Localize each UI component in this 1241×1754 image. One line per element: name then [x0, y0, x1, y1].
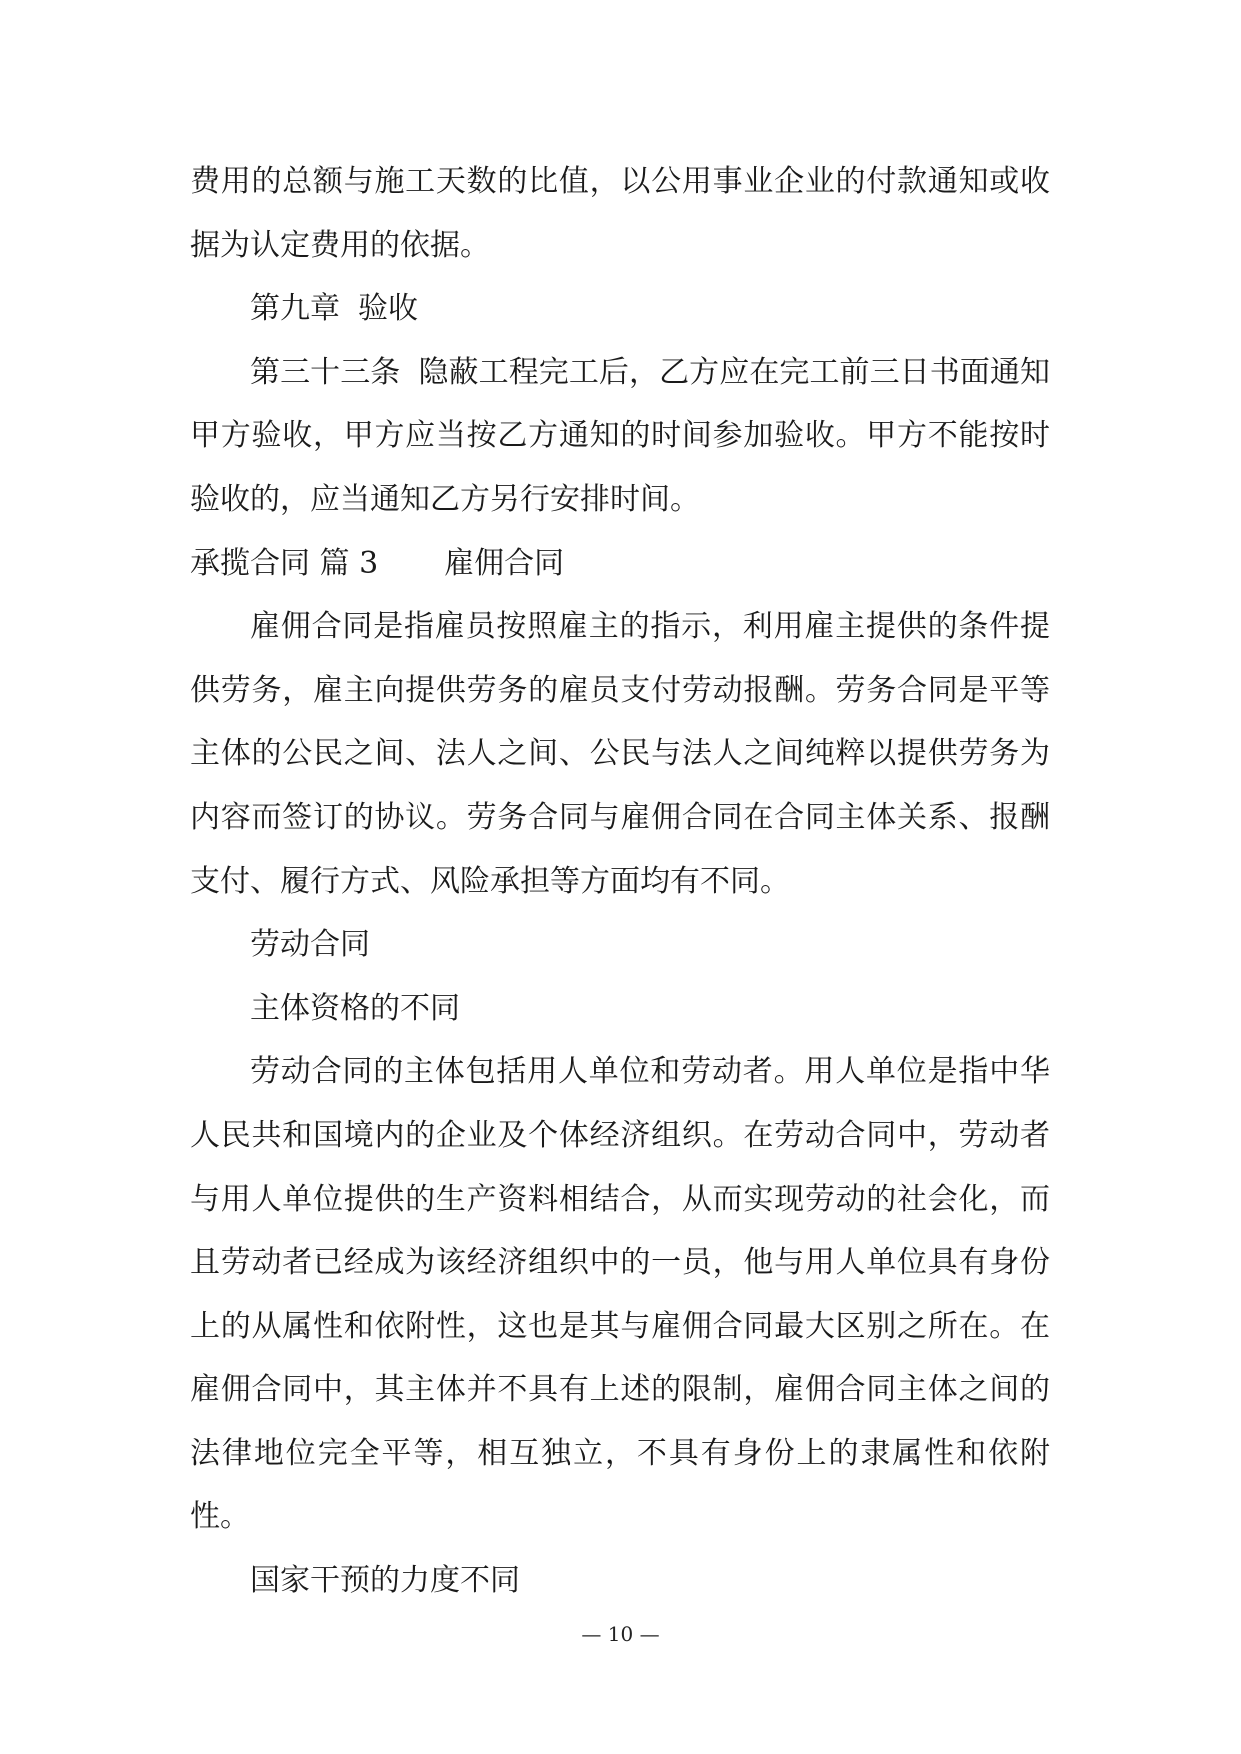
article-33: [190, 341, 1050, 532]
section-header-right: 雇佣合同: [444, 545, 565, 581]
chapter-number: 第九章: [250, 291, 340, 327]
heading-state-intervention: 国家干预的力度不同: [250, 1563, 520, 1599]
page-number: — 10 —: [581, 1622, 660, 1646]
document-body: [190, 150, 1050, 1613]
section-header-left: 承揽合同 篇 3: [190, 545, 379, 581]
article-33-label: 第三十三条: [250, 354, 401, 390]
heading-subject-qualification: 主体资格的不同: [250, 990, 460, 1026]
paragraph-employment-contract: 雇佣合同是指雇员按照雇主的指示，利用雇主提供的条件提供劳务，雇主向提供劳务的雇员支付劳动报酬。劳务合同是平等主体的公民之间、法人之间、公民与法人之间纯粹以提供劳务为内容而签订的协议。劳务合同与雇佣合同在合同主体关系、报酬支付、履行方式、风险承担等方面均有不同。: [190, 609, 1050, 899]
heading-labor-contract: 劳动合同: [250, 927, 370, 963]
chapter-title: 验收: [358, 291, 418, 327]
chapter-heading: [190, 277, 1050, 341]
paragraph-cost-basis: 费用的总额与施工天数的比值，以公用事业企业的付款通知或收据为认定费用的依据。: [190, 164, 1050, 263]
article-33-body: 隐蔽工程完工后，乙方应在完工前三日书面通知甲方验收，甲方应当按乙方通知的时间参加验收。甲方不能按时验收的，应当通知乙方另行安排时间。: [190, 354, 1051, 517]
section-header: [190, 532, 1050, 596]
paragraph-subject-qualification: 劳动合同的主体包括用人单位和劳动者。用人单位是指中华人民共和国境内的企业及个体经济组织。在劳动合同中，劳动者与用人单位提供的生产资料相结合，从而实现劳动的社会化，而且劳动者已经成为该经济组织中的一员，他与用人单位具有身份上的从属性和依附性，这也是其与雇佣合同最大区别之所在。在雇佣合同中，其主体并不具有上述的限制，雇佣合同主体之间的法律地位完全平等，相互独立，不具有身份上的隶属性和依附性。: [190, 1054, 1050, 1535]
